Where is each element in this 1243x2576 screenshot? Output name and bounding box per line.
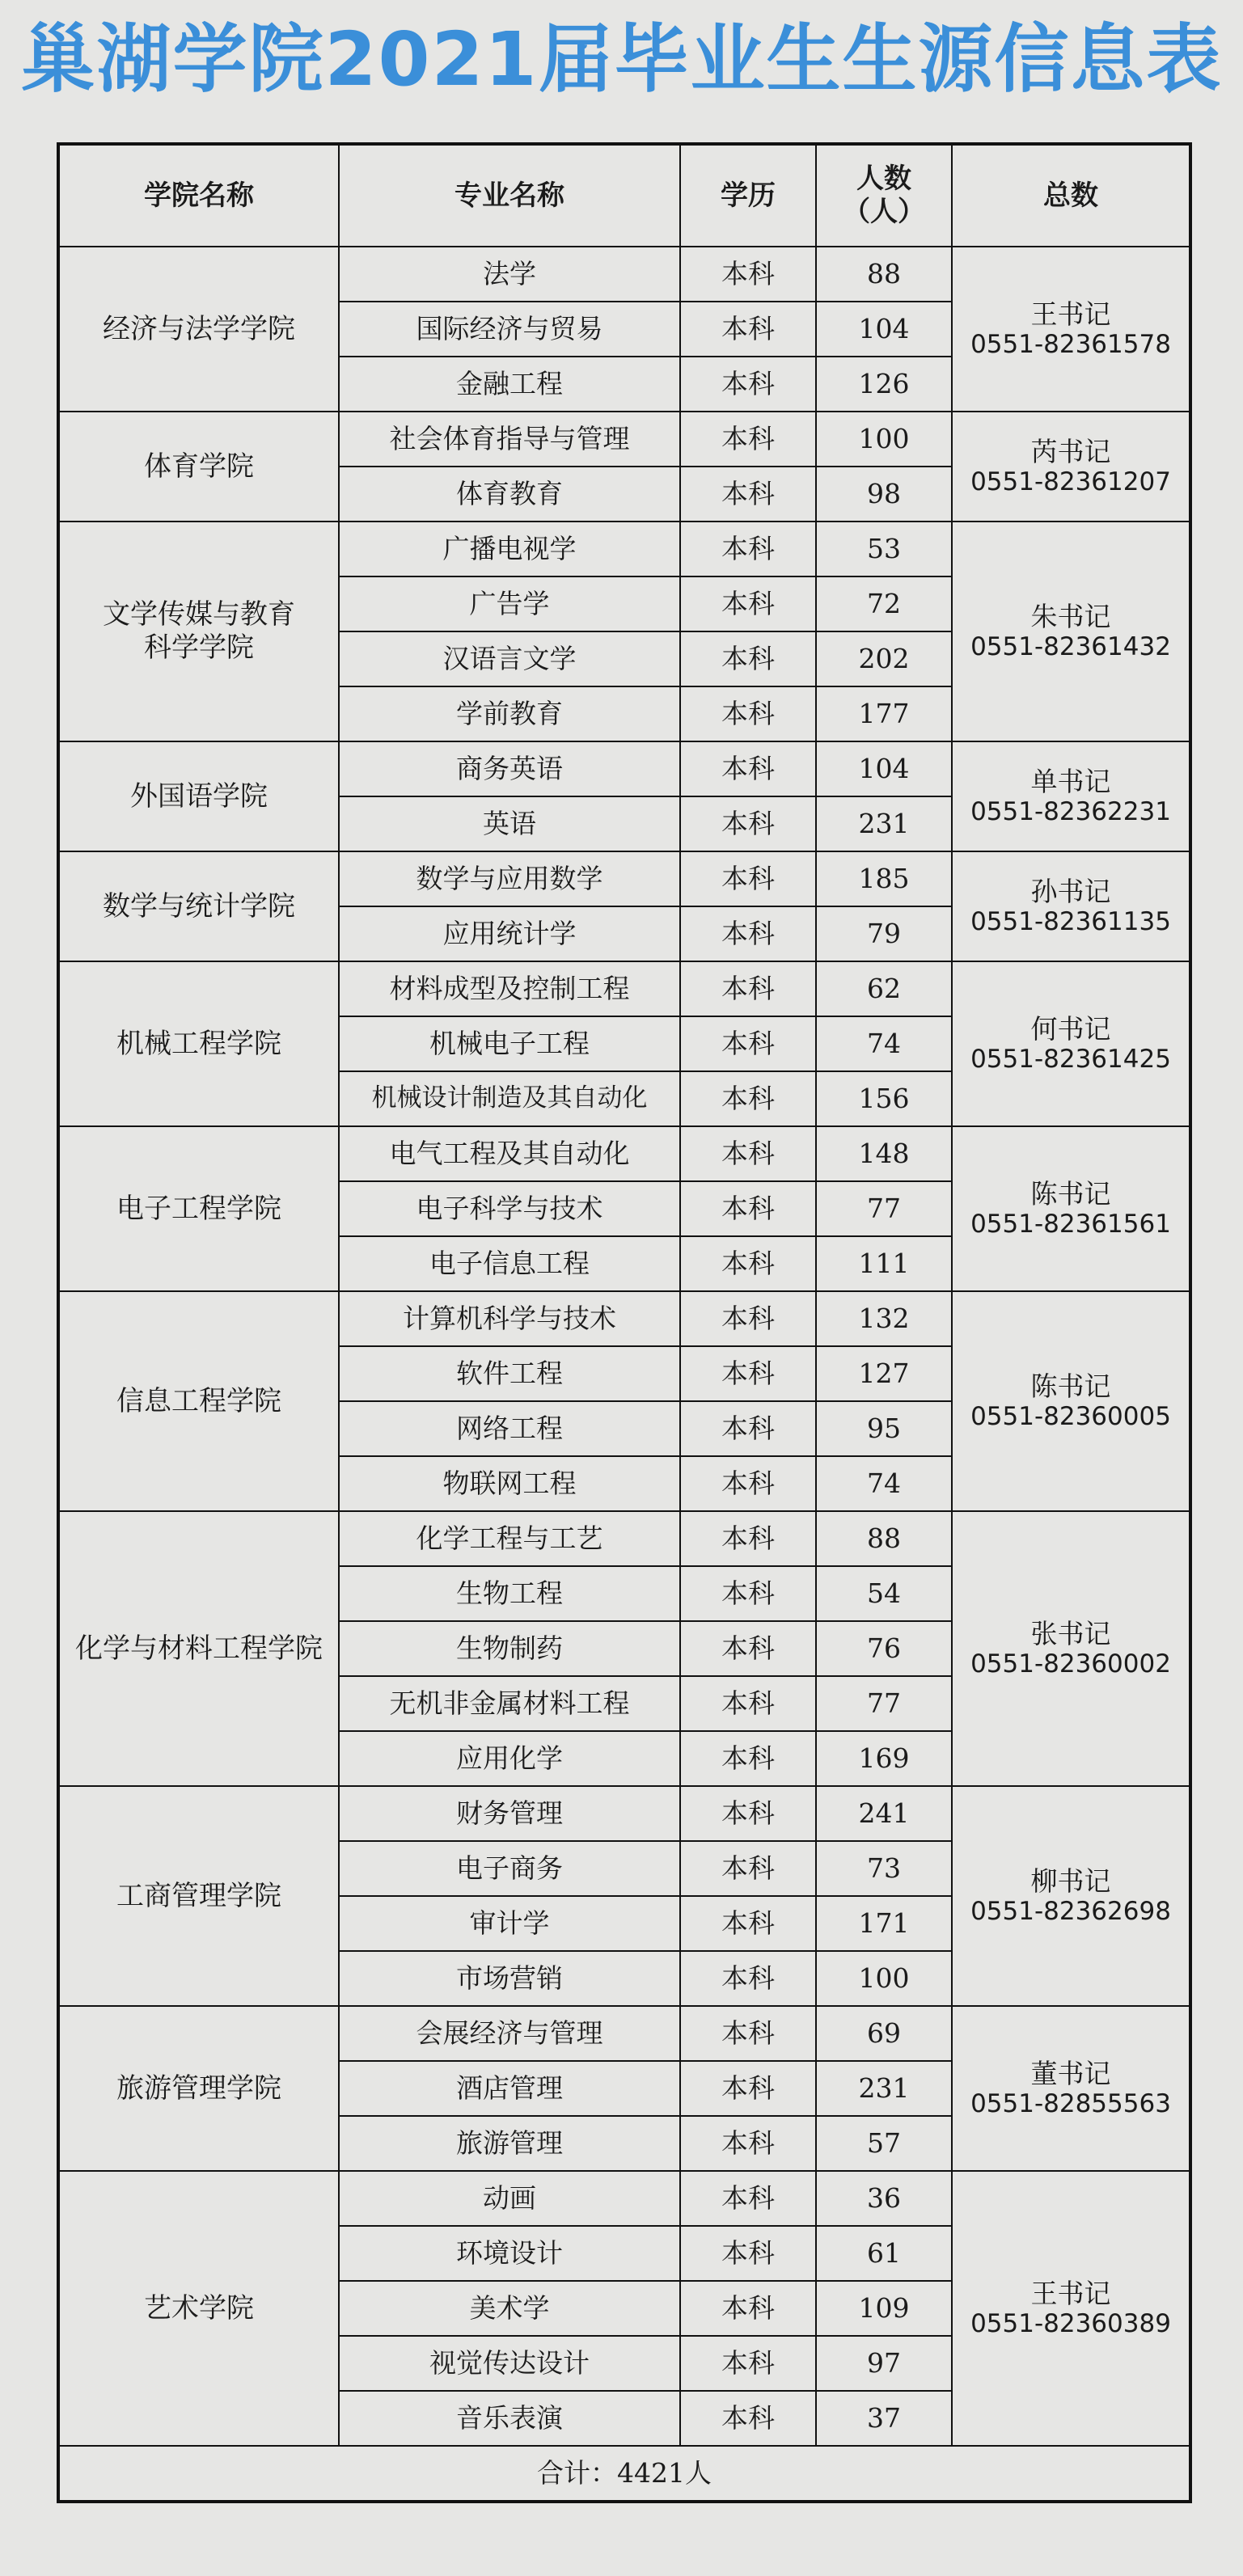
count-cell: 54 (816, 1566, 952, 1621)
count-cell: 74 (816, 1016, 952, 1071)
degree-cell: 本科 (680, 796, 816, 851)
major-name-cell: 汉语言文学 (339, 631, 680, 686)
table-row (58, 1511, 1190, 1566)
table-row (58, 1126, 1190, 1181)
degree-cell: 本科 (680, 741, 816, 796)
contact-cell (952, 1291, 1190, 1511)
major-name-cell: 计算机科学与技术 (339, 1291, 680, 1346)
contact-name: 朱书记 (1030, 600, 1111, 632)
contact-cell (952, 741, 1190, 851)
header-contact: 总数 (952, 144, 1190, 247)
contact-cell (952, 851, 1190, 961)
count-cell: 231 (816, 796, 952, 851)
count-cell: 53 (816, 522, 952, 576)
header-count (816, 144, 952, 247)
major-name-cell: 旅游管理 (339, 2116, 680, 2171)
degree-cell: 本科 (680, 357, 816, 412)
college-name-cell: 旅游管理学院 (58, 2006, 339, 2171)
contact-name: 张书记 (1030, 1617, 1111, 1649)
table-row (58, 2006, 1190, 2061)
table-row (58, 961, 1190, 1016)
count-cell: 57 (816, 2116, 952, 2171)
count-cell: 132 (816, 1291, 952, 1346)
major-name-cell: 应用统计学 (339, 906, 680, 961)
college-name-cell: 化学与材料工程学院 (58, 1511, 339, 1786)
contact-phone: 0551-82362231 (970, 797, 1171, 827)
major-name-cell: 财务管理 (339, 1786, 680, 1841)
contact-phone: 0551-82360005 (970, 1402, 1171, 1432)
major-name-cell: 美术学 (339, 2281, 680, 2336)
contact-cell (952, 247, 1190, 412)
count-cell: 97 (816, 2336, 952, 2391)
major-name-cell: 应用化学 (339, 1731, 680, 1786)
degree-cell: 本科 (680, 412, 816, 467)
contact-name: 单书记 (1030, 765, 1111, 797)
count-cell: 111 (816, 1236, 952, 1291)
count-cell: 100 (816, 1951, 952, 2006)
major-name-cell: 机械电子工程 (339, 1016, 680, 1071)
contact-name: 陈书记 (1030, 1370, 1111, 1402)
contact-cell (952, 1511, 1190, 1786)
degree-cell: 本科 (680, 2116, 816, 2171)
header-college: 学院名称 (58, 144, 339, 247)
college-name-cell: 工商管理学院 (58, 1786, 339, 2006)
contact-name: 何书记 (1030, 1012, 1111, 1045)
count-cell: 36 (816, 2171, 952, 2226)
degree-cell: 本科 (680, 1126, 816, 1181)
total-row (58, 2446, 1190, 2502)
count-cell: 185 (816, 851, 952, 906)
degree-cell: 本科 (680, 2226, 816, 2281)
count-cell: 202 (816, 631, 952, 686)
major-name-cell: 视觉传达设计 (339, 2336, 680, 2391)
header-row (58, 144, 1190, 247)
major-name-cell: 社会体育指导与管理 (339, 412, 680, 467)
count-cell: 77 (816, 1676, 952, 1731)
major-name-cell: 英语 (339, 796, 680, 851)
contact-phone: 0551-82361578 (970, 330, 1171, 360)
major-name-cell: 音乐表演 (339, 2391, 680, 2446)
degree-cell: 本科 (680, 1896, 816, 1951)
degree-cell: 本科 (680, 961, 816, 1016)
contact-phone: 0551-82361432 (970, 632, 1171, 662)
college-name-cell: 机械工程学院 (58, 961, 339, 1126)
header-count-label: 人数 (856, 163, 911, 196)
college-name-cell: 文学传媒与教育科学学院 (58, 522, 339, 741)
degree-cell: 本科 (680, 631, 816, 686)
degree-cell: 本科 (680, 467, 816, 522)
contact-phone: 0551-82360389 (970, 2309, 1171, 2339)
contact-name: 芮书记 (1030, 435, 1111, 467)
degree-cell: 本科 (680, 1401, 816, 1456)
contact-cell (952, 412, 1190, 522)
count-cell: 169 (816, 1731, 952, 1786)
count-cell: 77 (816, 1181, 952, 1236)
contact-cell (952, 2171, 1190, 2446)
major-name-cell: 电气工程及其自动化 (339, 1126, 680, 1181)
degree-cell: 本科 (680, 1181, 816, 1236)
major-name-cell: 无机非金属材料工程 (339, 1676, 680, 1731)
degree-cell: 本科 (680, 1456, 816, 1511)
contact-cell (952, 1126, 1190, 1291)
contact-name: 王书记 (1030, 2277, 1111, 2309)
contact-name: 孙书记 (1030, 875, 1111, 907)
degree-cell: 本科 (680, 1071, 816, 1126)
major-name-cell: 材料成型及控制工程 (339, 961, 680, 1016)
major-name-cell: 体育教育 (339, 467, 680, 522)
college-name-cell: 经济与法学学院 (58, 247, 339, 412)
contact-cell (952, 1786, 1190, 2006)
table-row (58, 1291, 1190, 1346)
college-name-cell: 艺术学院 (58, 2171, 339, 2446)
contact-phone: 0551-82855563 (970, 2089, 1171, 2119)
college-name-cell: 数学与统计学院 (58, 851, 339, 961)
table-row (58, 247, 1190, 302)
count-cell: 79 (816, 906, 952, 961)
table-row (58, 2171, 1190, 2226)
degree-cell: 本科 (680, 576, 816, 631)
college-name-cell: 外国语学院 (58, 741, 339, 851)
major-name-cell: 审计学 (339, 1896, 680, 1951)
major-name-cell: 数学与应用数学 (339, 851, 680, 906)
major-name-cell: 广播电视学 (339, 522, 680, 576)
degree-cell: 本科 (680, 1621, 816, 1676)
degree-cell: 本科 (680, 1236, 816, 1291)
degree-cell: 本科 (680, 1951, 816, 2006)
major-name-cell: 会展经济与管理 (339, 2006, 680, 2061)
degree-cell: 本科 (680, 1291, 816, 1346)
count-cell: 62 (816, 961, 952, 1016)
header-degree: 学历 (680, 144, 816, 247)
count-cell: 156 (816, 1071, 952, 1126)
count-cell: 95 (816, 1401, 952, 1456)
contact-phone: 0551-82361207 (970, 467, 1171, 497)
major-name-cell: 市场营销 (339, 1951, 680, 2006)
count-cell: 171 (816, 1896, 952, 1951)
degree-cell: 本科 (680, 2061, 816, 2116)
count-cell: 148 (816, 1126, 952, 1181)
count-cell: 72 (816, 576, 952, 631)
major-name-cell: 生物工程 (339, 1566, 680, 1621)
count-cell: 241 (816, 1786, 952, 1841)
degree-cell: 本科 (680, 522, 816, 576)
contact-phone: 0551-82362698 (970, 1897, 1171, 1927)
degree-cell: 本科 (680, 1346, 816, 1401)
degree-cell: 本科 (680, 2336, 816, 2391)
count-cell: 104 (816, 302, 952, 357)
count-cell: 109 (816, 2281, 952, 2336)
contact-phone: 0551-82361561 (970, 1210, 1171, 1239)
count-cell: 127 (816, 1346, 952, 1401)
degree-cell: 本科 (680, 2171, 816, 2226)
degree-cell: 本科 (680, 851, 816, 906)
table-row (58, 522, 1190, 576)
count-cell: 100 (816, 412, 952, 467)
degree-cell: 本科 (680, 1511, 816, 1566)
major-name-cell: 物联网工程 (339, 1456, 680, 1511)
major-name-cell: 酒店管理 (339, 2061, 680, 2116)
degree-cell: 本科 (680, 1566, 816, 1621)
contact-phone: 0551-82360002 (970, 1649, 1171, 1679)
major-name-cell: 环境设计 (339, 2226, 680, 2281)
degree-cell: 本科 (680, 1016, 816, 1071)
header-count-unit: （人） (843, 196, 925, 228)
major-name-cell: 网络工程 (339, 1401, 680, 1456)
major-name-cell: 商务英语 (339, 741, 680, 796)
count-cell: 177 (816, 686, 952, 741)
contact-cell (952, 522, 1190, 741)
count-cell: 231 (816, 2061, 952, 2116)
contact-phone: 0551-82361425 (970, 1045, 1171, 1075)
degree-cell: 本科 (680, 2006, 816, 2061)
contact-name: 王书记 (1030, 298, 1111, 330)
count-cell: 98 (816, 467, 952, 522)
degree-cell: 本科 (680, 686, 816, 741)
major-name-cell: 机械设计制造及其自动化 (339, 1071, 680, 1126)
major-name-cell: 法学 (339, 247, 680, 302)
major-name-cell: 电子信息工程 (339, 1236, 680, 1291)
contact-name: 董书记 (1030, 2057, 1111, 2089)
table-row (58, 1786, 1190, 1841)
graduate-source-table (57, 142, 1192, 2503)
college-name-cell: 信息工程学院 (58, 1291, 339, 1511)
major-name-cell: 金融工程 (339, 357, 680, 412)
table-row (58, 412, 1190, 467)
count-cell: 76 (816, 1621, 952, 1676)
degree-cell: 本科 (680, 1841, 816, 1896)
degree-cell: 本科 (680, 2281, 816, 2336)
table-row (58, 851, 1190, 906)
count-cell: 69 (816, 2006, 952, 2061)
major-name-cell: 生物制药 (339, 1621, 680, 1676)
college-name-cell: 电子工程学院 (58, 1126, 339, 1291)
degree-cell: 本科 (680, 302, 816, 357)
major-name-cell: 国际经济与贸易 (339, 302, 680, 357)
count-cell: 104 (816, 741, 952, 796)
major-name-cell: 学前教育 (339, 686, 680, 741)
count-cell: 88 (816, 247, 952, 302)
table-row (58, 741, 1190, 796)
contact-cell (952, 961, 1190, 1126)
total-cell: 合计：4421人 (58, 2446, 1190, 2502)
degree-cell: 本科 (680, 247, 816, 302)
major-name-cell: 化学工程与工艺 (339, 1511, 680, 1566)
college-name-cell: 体育学院 (58, 412, 339, 522)
count-cell: 74 (816, 1456, 952, 1511)
count-cell: 37 (816, 2391, 952, 2446)
count-cell: 61 (816, 2226, 952, 2281)
header-major: 专业名称 (339, 144, 680, 247)
major-name-cell: 动画 (339, 2171, 680, 2226)
major-name-cell: 电子商务 (339, 1841, 680, 1896)
major-name-cell: 电子科学与技术 (339, 1181, 680, 1236)
contact-name: 柳书记 (1030, 1864, 1111, 1897)
major-name-cell: 广告学 (339, 576, 680, 631)
major-name-cell: 软件工程 (339, 1346, 680, 1401)
page-title: 巢湖学院2021届毕业生生源信息表 (20, 16, 1223, 103)
degree-cell: 本科 (680, 2391, 816, 2446)
contact-cell (952, 2006, 1190, 2171)
contact-name: 陈书记 (1030, 1177, 1111, 1210)
count-cell: 73 (816, 1841, 952, 1896)
contact-phone: 0551-82361135 (970, 907, 1171, 937)
degree-cell: 本科 (680, 906, 816, 961)
count-cell: 126 (816, 357, 952, 412)
count-cell: 88 (816, 1511, 952, 1566)
degree-cell: 本科 (680, 1731, 816, 1786)
degree-cell: 本科 (680, 1786, 816, 1841)
degree-cell: 本科 (680, 1676, 816, 1731)
